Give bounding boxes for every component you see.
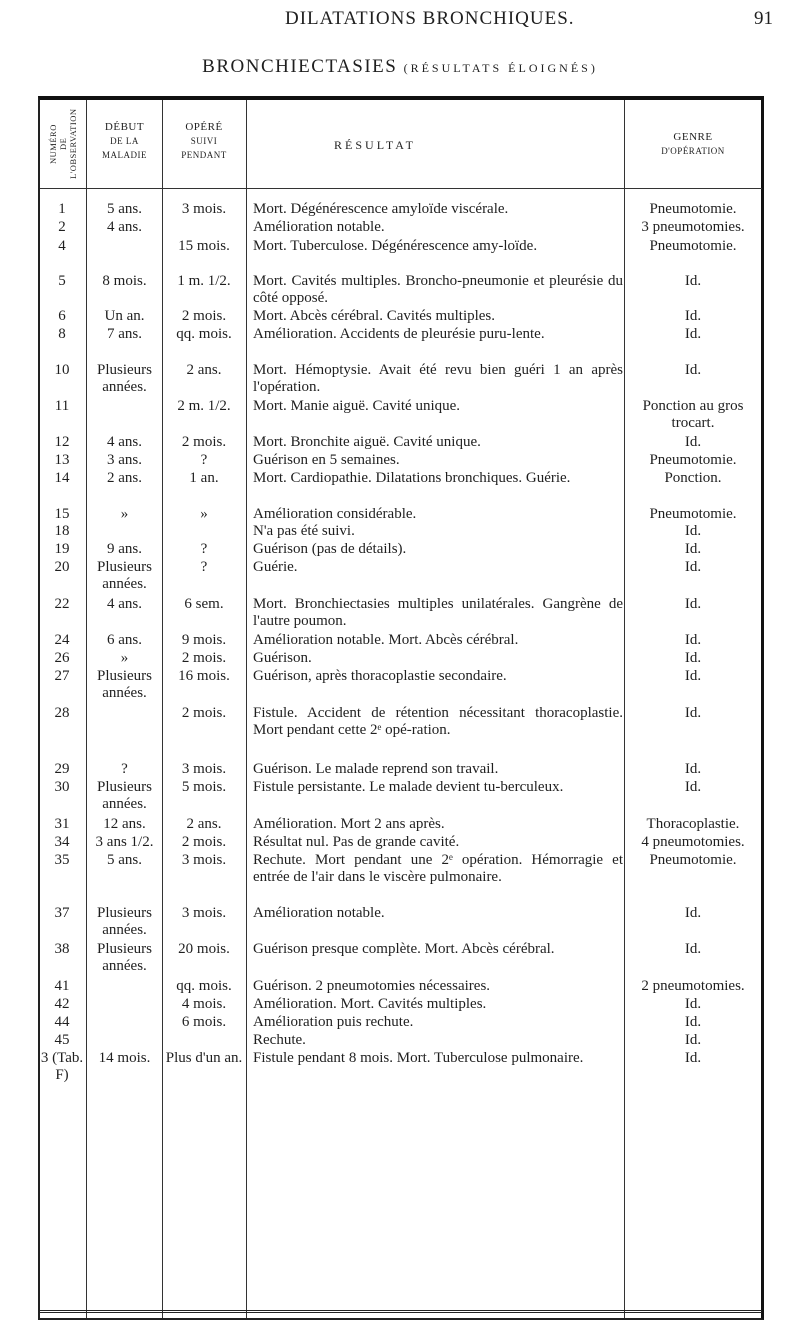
cell-genre: Ponction. [664, 470, 722, 486]
cell-resultat: Guérison presque complète. Mort. Abcès cérébral. [253, 941, 555, 957]
cell-suivi: 2 mois. [181, 434, 227, 450]
cell-resultat: Guérison, après thoracoplastie secondaire. [253, 668, 507, 684]
table-row [0, 1050, 800, 1110]
cell-debut: » [120, 506, 129, 522]
cell-suivi: 2 ans. [186, 816, 222, 832]
cell-debut: 7 ans. [107, 326, 142, 342]
cell-suivi: 2 mois. [181, 705, 227, 721]
header-debut-line: DE LA [110, 136, 139, 146]
cell-genre: Id. [684, 434, 702, 450]
cell-genre: Id. [684, 668, 702, 684]
page-number: 91 [754, 8, 773, 29]
cell-genre: Id. [684, 559, 702, 575]
cell-suivi: 3 mois. [181, 905, 227, 921]
cell-resultat: Guérison. [253, 650, 312, 666]
cell-numero: 18 [54, 523, 70, 539]
cell-resultat: Guérison. Le malade reprend son travail. [253, 761, 499, 777]
cell-numero: 35 [54, 852, 70, 868]
header-debut [87, 120, 162, 162]
cell-debut: ? [121, 761, 128, 777]
cell-numero: 1 [58, 201, 66, 217]
header-resultat: RÉSULTAT [334, 138, 416, 152]
cell-numero: 5 [58, 273, 66, 289]
cell-genre: Id. [684, 996, 702, 1012]
cell-resultat: Amélioration. Mort. Cavités multiples. [253, 996, 487, 1012]
cell-suivi: qq. mois. [176, 326, 232, 342]
cell-genre: Id. [684, 1032, 702, 1048]
header-numero-line: DE [58, 137, 68, 151]
cell-resultat: N'a pas été suivi. [253, 523, 355, 539]
cell-debut: 3 ans. [107, 452, 142, 468]
cell-numero: 45 [54, 1032, 70, 1048]
cell-resultat: Guérison en 5 semaines. [253, 452, 400, 468]
cell-genre: Id. [684, 941, 702, 957]
cell-genre: Ponction au gros trocart. [642, 398, 744, 431]
cell-debut: Plusieurs années. [96, 559, 152, 592]
cell-suivi: 4 mois. [181, 996, 227, 1012]
cell-genre: Id. [684, 1050, 702, 1066]
cell-numero: 29 [54, 761, 70, 777]
cell-numero: 4 [58, 238, 66, 254]
cell-genre: Id. [684, 1014, 702, 1030]
cell-resultat: Amélioration considérable. [253, 506, 417, 522]
cell-suivi: 6 sem. [184, 596, 224, 612]
cell-numero: 10 [54, 362, 70, 378]
cell-debut: 5 ans. [107, 852, 142, 868]
cell-suivi: 3 mois. [181, 761, 227, 777]
cell-genre: Pneumotomie. [649, 852, 737, 868]
cell-numero: 15 [54, 506, 70, 522]
cell-resultat: Mort. Hémoptysie. Avait été revu bien guéri 1 an après l'opération. [253, 362, 623, 395]
header-genre-line: GENRE [673, 131, 713, 143]
table-row [0, 705, 800, 765]
cell-genre: Id. [684, 362, 702, 378]
cell-debut: 4 ans. [107, 434, 142, 450]
cell-resultat: Rechute. Mort pendant une 2ᵉ opération. Hémorragie et entrée de l'air dans le viscère pulmonaire. [253, 852, 623, 885]
cell-suivi: » [200, 506, 208, 522]
cell-resultat: Rechute. [253, 1032, 306, 1048]
cell-genre: 4 pneumotomies. [641, 834, 745, 850]
cell-resultat: Guérison. 2 pneumotomies nécessaires. [253, 978, 491, 994]
cell-debut: » [120, 650, 129, 666]
cell-numero: 24 [54, 632, 70, 648]
cell-suivi: ? [200, 559, 208, 575]
cell-debut: 4 ans. [107, 596, 142, 612]
cell-suivi: 5 mois. [181, 779, 227, 795]
cell-debut: Un an. [104, 308, 145, 324]
cell-resultat: Guérison (pas de détails). [253, 541, 407, 557]
cell-debut: Plusieurs années. [96, 941, 152, 974]
cell-resultat: Mort. Cavités multiples. Broncho-pneumonie et pleurésie du côté opposé. [253, 273, 623, 306]
cell-genre: Id. [684, 273, 702, 289]
cell-resultat: Amélioration notable. Mort. Abcès cérébral. [253, 632, 519, 648]
cell-numero: 11 [54, 398, 70, 414]
cell-genre: Id. [684, 779, 702, 795]
cell-numero: 13 [54, 452, 70, 468]
cell-suivi: 16 mois. [178, 668, 230, 684]
cell-debut: 4 ans. [107, 219, 142, 235]
header-genre [625, 130, 761, 158]
cell-genre: Id. [684, 326, 702, 342]
cell-genre: Id. [684, 632, 702, 648]
cell-numero: 20 [54, 559, 70, 575]
header-suivi-line: PENDANT [181, 150, 227, 160]
cell-resultat: Mort. Manie aiguë. Cavité unique. [253, 398, 461, 414]
cell-numero: 31 [54, 816, 70, 832]
cell-suivi: 1 m. 1/2. [177, 273, 231, 289]
table-title [0, 56, 800, 78]
table-title-main: BRONCHIECTASIES [202, 56, 398, 77]
cell-suivi: 20 mois. [178, 941, 230, 957]
cell-resultat: Amélioration. Accidents de pleurésie puru-lente. [253, 326, 545, 342]
table-row [0, 852, 800, 912]
header-suivi-line: SUIVI [190, 136, 218, 146]
cell-numero: 44 [54, 1014, 70, 1030]
header-numero [48, 104, 78, 184]
cell-genre: Pneumotomie. [649, 506, 737, 522]
cell-suivi: 6 mois. [181, 1014, 227, 1030]
cell-resultat: Amélioration notable. [253, 905, 385, 921]
cell-debut: Plusieurs années. [96, 668, 152, 701]
cell-numero: 3 (Tab. F) [40, 1050, 84, 1083]
cell-suivi: Plus d'un an. [165, 1050, 243, 1066]
cell-suivi: 2 m. 1/2. [177, 398, 231, 414]
cell-debut: 9 ans. [107, 541, 142, 557]
cell-resultat: Mort. Dégénérescence amyloïde viscérale. [253, 201, 509, 217]
cell-numero: 42 [54, 996, 70, 1012]
cell-suivi: ? [200, 452, 208, 468]
cell-resultat: Résultat nul. Pas de grande cavité. [253, 834, 460, 850]
header-suivi [163, 120, 245, 162]
cell-suivi: 1 an. [189, 470, 219, 486]
cell-genre: Id. [684, 308, 702, 324]
running-title: DILATATIONS BRONCHIQUES. [285, 8, 575, 29]
cell-debut: 6 ans. [107, 632, 142, 648]
cell-resultat: Mort. Abcès cérébral. Cavités multiples. [253, 308, 496, 324]
cell-suivi: 9 mois. [181, 632, 227, 648]
header-debut-line: DÉBUT [104, 121, 145, 133]
cell-resultat: Guérie. [253, 559, 298, 575]
cell-numero: 19 [54, 541, 70, 557]
cell-resultat: Mort. Cardiopathie. Dilatations bronchiques. Guérie. [253, 470, 571, 486]
header-numero-line: L'OBSERVATION [68, 108, 78, 180]
cell-resultat: Fistule. Accident de rétention nécessitant thoracoplastie. Mort pendant cette 2ᵉ opé-ration. [253, 705, 623, 738]
table-title-subtitle: (RÉSULTATS ÉLOIGNÉS) [403, 61, 598, 75]
cell-genre: 3 pneumotomies. [641, 219, 745, 235]
cell-suivi: 2 ans. [186, 362, 222, 378]
cell-genre: Id. [684, 905, 702, 921]
cell-genre: Id. [684, 650, 702, 666]
header-numero-line: NUMÉRO [48, 124, 58, 164]
cell-numero: 27 [54, 668, 70, 684]
cell-numero: 41 [54, 978, 70, 994]
cell-numero: 6 [58, 308, 66, 324]
cell-debut: 12 ans. [103, 816, 146, 832]
cell-resultat: Amélioration puis rechute. [253, 1014, 414, 1030]
cell-debut: 3 ans 1/2. [95, 834, 154, 850]
cell-genre: Pneumotomie. [649, 238, 737, 254]
cell-suivi: 3 mois. [181, 201, 227, 217]
cell-numero: 22 [54, 596, 70, 612]
header-rule [40, 188, 762, 189]
cell-debut: Plusieurs années. [96, 362, 152, 395]
cell-resultat: Amélioration. Mort 2 ans après. [253, 816, 445, 832]
cell-suivi: ? [200, 541, 208, 557]
cell-genre: Id. [684, 596, 702, 612]
cell-genre: 2 pneumotomies. [641, 978, 745, 994]
cell-genre: Id. [684, 541, 702, 557]
cell-numero: 2 [58, 219, 66, 235]
cell-debut: 8 mois. [102, 273, 147, 289]
cell-debut: Plusieurs années. [96, 779, 152, 812]
cell-genre: Id. [684, 761, 702, 777]
cell-numero: 38 [54, 941, 70, 957]
cell-numero: 8 [58, 326, 66, 342]
cell-numero: 26 [54, 650, 70, 666]
cell-suivi: 2 mois. [181, 834, 227, 850]
cell-numero: 28 [54, 705, 70, 721]
cell-debut: 2 ans. [107, 470, 142, 486]
cell-numero: 30 [54, 779, 70, 795]
cell-numero: 34 [54, 834, 70, 850]
cell-numero: 12 [54, 434, 70, 450]
cell-genre: Id. [684, 705, 702, 721]
cell-debut: 5 ans. [107, 201, 142, 217]
cell-suivi: 2 mois. [181, 308, 227, 324]
cell-suivi: 2 mois. [181, 650, 227, 666]
cell-debut: Plusieurs années. [96, 905, 152, 938]
cell-genre: Pneumotomie. [649, 201, 737, 217]
header-suivi-line: OPÉRÉ [185, 121, 223, 133]
cell-numero: 14 [54, 470, 70, 486]
cell-resultat: Fistule pendant 8 mois. Mort. Tuberculose pulmonaire. [253, 1050, 584, 1066]
cell-resultat: Mort. Bronchiectasies multiples unilatérales. Gangrène de l'autre poumon. [253, 596, 623, 629]
cell-suivi: 3 mois. [181, 852, 227, 868]
cell-debut: 14 mois. [98, 1050, 151, 1066]
cell-resultat: Mort. Bronchite aiguë. Cavité unique. [253, 434, 481, 450]
running-head [0, 8, 800, 38]
cell-genre: Thoracoplastie. [646, 816, 740, 832]
header-genre-line: D'OPÉRATION [661, 146, 725, 156]
cell-suivi: 15 mois. [178, 238, 230, 254]
cell-suivi: qq. mois. [176, 978, 232, 994]
cell-genre: Id. [684, 523, 702, 539]
bottom-rule [40, 1310, 762, 1313]
header-debut-line: MALADIE [102, 150, 147, 160]
cell-resultat: Amélioration notable. [253, 219, 385, 235]
cell-genre: Pneumotomie. [649, 452, 737, 468]
cell-numero: 37 [54, 905, 70, 921]
cell-resultat: Mort. Tuberculose. Dégénérescence amy-loïde. [253, 238, 538, 254]
cell-resultat: Fistule persistante. Le malade devient tu-berculeux. [253, 779, 564, 795]
